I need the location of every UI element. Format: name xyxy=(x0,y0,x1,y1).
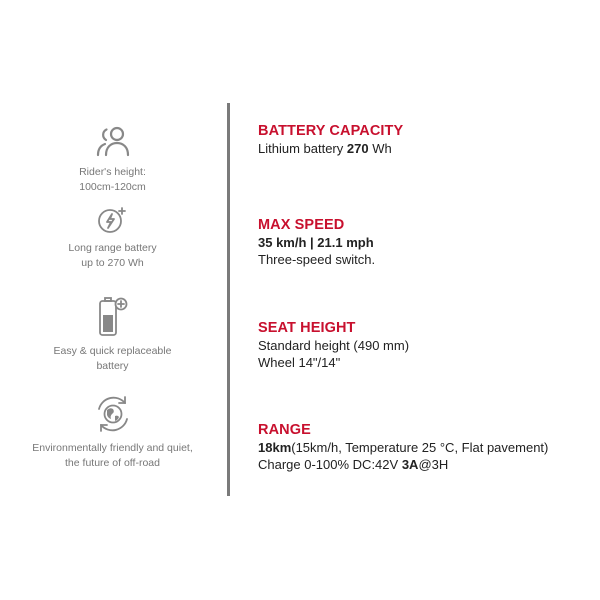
spec-value: Charge 0-100% DC:42V 3A@3H xyxy=(258,457,449,472)
spec-max-speed xyxy=(258,217,588,268)
spec-title: RANGE xyxy=(258,422,311,438)
feature-long-range-battery xyxy=(0,205,225,271)
lightning-charge-icon xyxy=(96,205,130,235)
spec-title: BATTERY CAPACITY xyxy=(258,123,404,139)
spec-value: Wheel 14"/14" xyxy=(258,355,341,370)
feature-eco-friendly xyxy=(0,393,225,471)
spec-title: SEAT HEIGHT xyxy=(258,320,356,336)
features-column xyxy=(0,0,225,600)
spec-value: 35 km/h | 21.1 mph xyxy=(258,235,374,250)
spec-title: MAX SPEED xyxy=(258,217,345,233)
eco-globe-cycle-icon xyxy=(92,393,134,435)
feature-caption: Environmentally friendly and quiet, the future of off-road xyxy=(32,442,193,469)
feature-rider-height xyxy=(0,125,225,195)
feature-replaceable-battery xyxy=(0,296,225,374)
rider-users-icon xyxy=(93,125,133,159)
feature-caption: Long range battery up to 270 Wh xyxy=(68,242,157,269)
spec-value: Three-speed switch. xyxy=(258,252,376,267)
spec-seat-height xyxy=(258,320,588,371)
spec-value: 18km(15km/h, Temperature 25 °C, Flat pavement) xyxy=(258,440,549,455)
battery-plus-icon xyxy=(96,296,130,338)
feature-caption: Rider's height: 100cm-120cm xyxy=(79,166,146,193)
spec-range xyxy=(258,422,588,473)
spec-value: Lithium battery 270 Wh xyxy=(258,141,392,156)
feature-caption: Easy & quick replaceable battery xyxy=(53,345,172,372)
spec-value: Standard height (490 mm) xyxy=(258,338,410,353)
spec-battery-capacity xyxy=(258,123,588,157)
vertical-divider xyxy=(227,103,230,496)
